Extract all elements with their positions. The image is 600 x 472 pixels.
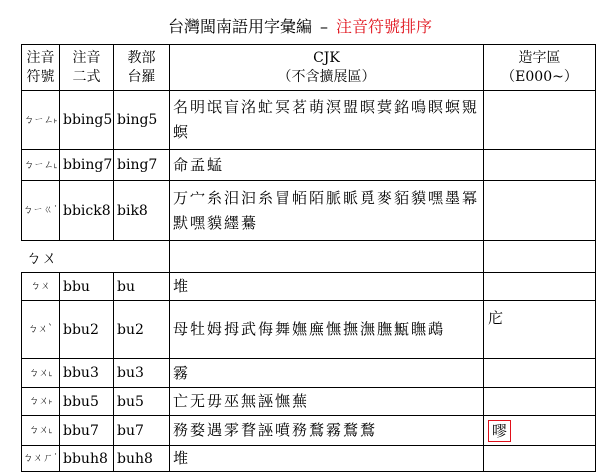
tailo-cell: bu	[114, 273, 170, 301]
pinyin2-cell: bbick8	[60, 181, 114, 241]
pua-cell	[484, 91, 596, 150]
tailo-cell: bing5	[114, 91, 170, 150]
pua-cell	[484, 181, 596, 241]
cjk-cell: 名明氓盲洺虻冥茗萌溟盟暝蓂銘鳴瞑螟覭螟	[170, 91, 484, 150]
tailo-cell: bu2	[114, 301, 170, 359]
pua-cell	[484, 446, 596, 472]
cjk-cell: 堆	[170, 446, 484, 472]
header-pinyin2: 注音 二式	[60, 45, 114, 91]
tailo-cell: bu7	[114, 416, 170, 446]
tailo-cell: buh8	[114, 446, 170, 472]
bopomofo-cell: ㄅㄨ˪	[22, 416, 60, 446]
group-cjk-empty	[170, 241, 484, 273]
header-pua: 造字區 （E000~）	[484, 45, 596, 91]
bopomofo-cell: ㄅㄨ	[22, 273, 60, 301]
pinyin2-cell: bbu5	[60, 388, 114, 416]
bopomofo-cell: ㄅㄨㄏ˙	[22, 446, 60, 472]
pinyin2-cell: bbu2	[60, 301, 114, 359]
tailo-cell: bu3	[114, 359, 170, 388]
header-tailo: 教部 台羅	[114, 45, 170, 91]
table-row	[22, 150, 596, 181]
cjk-cell: 堆	[170, 273, 484, 301]
header-row	[22, 45, 596, 91]
pinyin2-cell: bbing7	[60, 150, 114, 181]
table-row	[22, 301, 596, 359]
bopomofo-cell: ㄅㄧㄥ˪	[22, 150, 60, 181]
pua-cell	[484, 359, 596, 388]
table-row	[22, 446, 596, 472]
pua-cell	[484, 150, 596, 181]
tailo-cell: bing7	[114, 150, 170, 181]
tailo-cell: bu5	[114, 388, 170, 416]
pua-cell	[484, 416, 596, 446]
table-row	[22, 91, 596, 150]
cjk-cell: 亡无毋巫無誣憮蕪	[170, 388, 484, 416]
pinyin2-cell: bbu	[60, 273, 114, 301]
cjk-cell: 命孟蜢	[170, 150, 484, 181]
group-row	[22, 241, 596, 273]
group-label: ㄅㄨ	[22, 241, 170, 273]
table-row	[22, 416, 596, 446]
table-row	[22, 388, 596, 416]
highlighted-pua-glyph: 嘐	[488, 420, 511, 442]
bopomofo-cell: ㄅㄨ˫	[22, 388, 60, 416]
group-pua-empty	[484, 241, 596, 273]
title-sub: 注音符號排序	[336, 17, 433, 36]
header-cjk: CJK （不含擴展區）	[170, 45, 484, 91]
pinyin2-cell: bbuh8	[60, 446, 114, 472]
bopomofo-cell: ㄅㄨˋ	[22, 301, 60, 359]
pinyin2-cell: bbu7	[60, 416, 114, 446]
header-zhuyin: 注音 符號	[22, 45, 60, 91]
pua-cell	[484, 273, 596, 301]
tailo-cell: bik8	[114, 181, 170, 241]
cjk-cell: 万宀糸汨汩糸冒帞陌脈眽覓麥貊貘嘿墨冪默嘿貘纆驀	[170, 181, 484, 241]
page-title	[0, 17, 600, 37]
cjk-cell: 母牡姆拇武侮舞嫵廡憮撫潕膴甒瞴鵡	[170, 301, 484, 359]
pinyin2-cell: bbing5	[60, 91, 114, 150]
bopomofo-cell: ㄅㄨ˪	[22, 359, 60, 388]
title-separator: –	[320, 17, 328, 36]
title-main: 台灣閩南語用字彙編	[167, 17, 312, 36]
cjk-cell: 務婺遇雺瞀誣噴務鶩霧鶩鶩	[170, 416, 484, 446]
table-row	[22, 273, 596, 301]
table-row	[22, 181, 596, 241]
cjk-cell: 霧	[170, 359, 484, 388]
bopomofo-cell: ㄅㄧㄍ˙	[22, 181, 60, 241]
bopomofo-cell: ㄅㄧㄥ˫	[22, 91, 60, 150]
pinyin2-cell: bbu3	[60, 359, 114, 388]
table-row	[22, 359, 596, 388]
pua-cell: 庀	[484, 301, 596, 359]
pua-cell	[484, 388, 596, 416]
glyph-table	[21, 44, 596, 472]
